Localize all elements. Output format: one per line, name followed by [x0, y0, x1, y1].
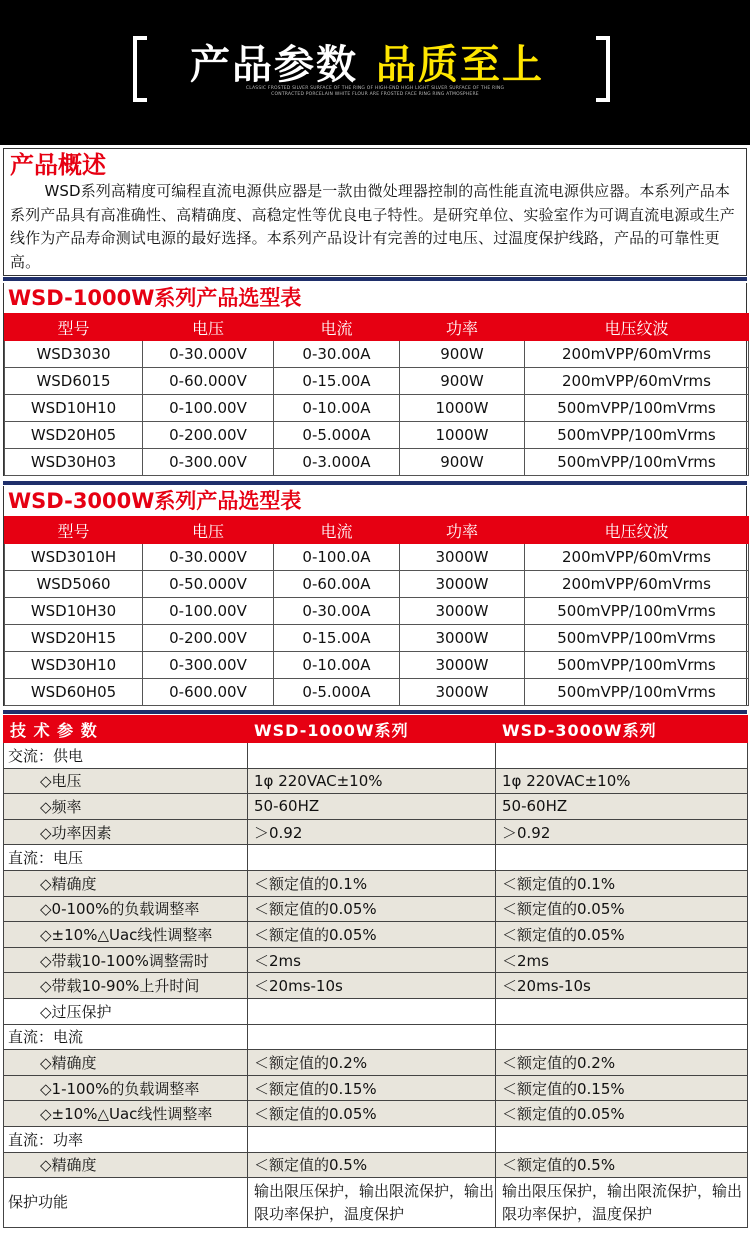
tech-value-1000w: ＜额定值的0.05%	[248, 922, 496, 948]
table-cell: WSD20H05	[5, 422, 143, 449]
tech-value-3000w: 输出限压保护，输出限流保护，输出限功率保护，温度保护	[496, 1178, 748, 1228]
tech-row	[4, 922, 748, 948]
table-row	[5, 341, 749, 368]
tech-value-1000w	[248, 1126, 496, 1152]
table-cell: 0-15.00A	[274, 368, 400, 395]
table-3000w	[4, 516, 749, 706]
table-cell: 200mVPP/60mVrms	[525, 341, 749, 368]
table-cell: 0-300.00V	[143, 449, 274, 476]
table-cell: WSD30H03	[5, 449, 143, 476]
table-cell: 500mVPP/100mVrms	[525, 422, 749, 449]
table-row	[5, 422, 749, 449]
tech-column-header: 技 术 参 数	[4, 716, 248, 743]
table-cell: 200mVPP/60mVrms	[525, 571, 749, 598]
table-cell: 3000W	[400, 652, 525, 679]
table-row	[5, 598, 749, 625]
table-3000w-title: WSD-3000W系列产品选型表	[8, 489, 302, 513]
tech-value-3000w: ＜额定值的0.5%	[496, 1152, 748, 1178]
table-cell: 0-3.000A	[274, 449, 400, 476]
banner-title-main: 产品参数	[190, 42, 358, 88]
table-row	[5, 395, 749, 422]
tech-value-3000w	[496, 1024, 748, 1050]
column-header: 电流	[274, 314, 400, 341]
column-header: 电压	[143, 314, 274, 341]
table-row	[5, 652, 749, 679]
table-cell: 0-100.00V	[143, 598, 274, 625]
tech-column-header: WSD-3000W系列	[496, 716, 748, 743]
tech-value-1000w: 50-60HZ	[248, 794, 496, 820]
tech-param-label: ◇功率因素	[4, 819, 248, 845]
tech-param-label: ◇电压	[4, 768, 248, 794]
tech-header-row	[4, 716, 748, 743]
tech-row	[4, 1178, 748, 1228]
column-header: 电流	[274, 517, 400, 544]
tech-value-1000w: ＜额定值的0.1%	[248, 870, 496, 896]
left-bracket-decoration	[133, 36, 147, 102]
table-cell: WSD20H15	[5, 625, 143, 652]
tech-value-1000w: 输出限压保护，输出限流保护，输出限功率保护，温度保护	[248, 1178, 496, 1228]
tech-row	[4, 998, 748, 1024]
divider-bar	[3, 277, 747, 281]
column-header: 功率	[400, 517, 525, 544]
table-cell: 900W	[400, 449, 525, 476]
tech-params-section	[3, 715, 747, 1228]
column-header: 电压	[143, 517, 274, 544]
table-cell: WSD30H10	[5, 652, 143, 679]
table-cell: 500mVPP/100mVrms	[525, 598, 749, 625]
tech-value-1000w	[248, 998, 496, 1024]
tech-param-label: 直流：电流	[4, 1024, 248, 1050]
tech-value-3000w: ＜额定值的0.1%	[496, 870, 748, 896]
table-header-row	[5, 517, 749, 544]
table-cell: 0-30.000V	[143, 544, 274, 571]
table-row	[5, 544, 749, 571]
tech-value-3000w	[496, 743, 748, 769]
tech-value-3000w: ＜额定值的0.05%	[496, 896, 748, 922]
table-cell: 3000W	[400, 598, 525, 625]
table-cell: 500mVPP/100mVrms	[525, 652, 749, 679]
header-banner	[0, 0, 750, 145]
table-cell: 500mVPP/100mVrms	[525, 625, 749, 652]
tech-value-1000w: ＜额定值的0.5%	[248, 1152, 496, 1178]
table-cell: 0-30.00A	[274, 598, 400, 625]
table-cell: 0-5.000A	[274, 679, 400, 706]
table-cell: 0-60.000V	[143, 368, 274, 395]
divider-bar	[3, 481, 747, 485]
tech-param-label: ◇精确度	[4, 1152, 248, 1178]
tech-row	[4, 819, 748, 845]
tech-value-1000w: ＞0.92	[248, 819, 496, 845]
tech-param-label: ◇精确度	[4, 1050, 248, 1076]
tech-row	[4, 896, 748, 922]
tech-value-1000w: ＜额定值的0.2%	[248, 1050, 496, 1076]
table-row	[5, 449, 749, 476]
table-cell: 0-60.00A	[274, 571, 400, 598]
table-cell: 3000W	[400, 625, 525, 652]
table-cell: 500mVPP/100mVrms	[525, 449, 749, 476]
tech-value-1000w: ＜额定值的0.05%	[248, 896, 496, 922]
tech-param-label: ◇±10%△Uac线性调整率	[4, 1101, 248, 1127]
tech-row	[4, 845, 748, 871]
column-header: 电压纹波	[525, 517, 749, 544]
table-cell: 0-30.00A	[274, 341, 400, 368]
table-cell: WSD60H05	[5, 679, 143, 706]
tech-row	[4, 768, 748, 794]
table-cell: 200mVPP/60mVrms	[525, 368, 749, 395]
tech-value-3000w	[496, 998, 748, 1024]
table-1000w-title: WSD-1000W系列产品选型表	[8, 286, 302, 310]
table-cell: WSD10H10	[5, 395, 143, 422]
table-row	[5, 679, 749, 706]
tech-row	[4, 1075, 748, 1101]
table-cell: 0-15.00A	[274, 625, 400, 652]
table-cell: 3000W	[400, 571, 525, 598]
tech-row	[4, 947, 748, 973]
tech-row	[4, 1126, 748, 1152]
table-cell: 200mVPP/60mVrms	[525, 544, 749, 571]
table-cell: WSD5060	[5, 571, 143, 598]
table-cell: 0-600.00V	[143, 679, 274, 706]
table-1000w	[4, 313, 749, 476]
tech-value-3000w: ＜2ms	[496, 947, 748, 973]
column-header: 型号	[5, 517, 143, 544]
tech-row	[4, 870, 748, 896]
tech-value-3000w: ＜额定值的0.2%	[496, 1050, 748, 1076]
overview-title: 产品概述	[10, 151, 106, 179]
tech-param-label: 直流：电压	[4, 845, 248, 871]
tech-param-label: ◇1-100%的负载调整率	[4, 1075, 248, 1101]
table-cell: WSD3010H	[5, 544, 143, 571]
tech-param-label: ◇±10%△Uac线性调整率	[4, 922, 248, 948]
banner-subtitle: CLASSIC FROSTED SILVER SURFACE OF THE RING OF HIGH-END HIGH LIGHT SILVER SURFACE OF THE RING CONTRACTED PORCELAIN WHITE FLOUR ARE FROSTED FACE RING RING ATMOSPHERE	[245, 86, 505, 97]
selection-table-1000w	[3, 283, 747, 476]
banner-title	[190, 40, 544, 90]
tech-param-label: ◇过压保护	[4, 998, 248, 1024]
table-cell: 3000W	[400, 679, 525, 706]
table-cell: 3000W	[400, 544, 525, 571]
tech-value-1000w	[248, 743, 496, 769]
overview-text: WSD系列高精度可编程直流电源供应器是一款由微处理器控制的高性能直流电源供应器。本系列产品本系列产品具有高准确性、高精确度、高稳定性等优良电子特性。是研究单位、实验室作为可调直流电源或生产线作为产品寿命测试电源的最好选择。本系列产品设计有完善的过电压、过温度保护线路，产品的可靠性更高。	[10, 182, 735, 271]
tech-row	[4, 1024, 748, 1050]
divider-bar	[3, 710, 747, 714]
tech-value-3000w: ＜额定值的0.05%	[496, 922, 748, 948]
tech-row	[4, 973, 748, 999]
tech-value-3000w: ＜20ms-10s	[496, 973, 748, 999]
overview-section	[3, 148, 747, 276]
column-header: 功率	[400, 314, 525, 341]
table-cell: 0-200.00V	[143, 422, 274, 449]
tech-row	[4, 1050, 748, 1076]
tech-row	[4, 1101, 748, 1127]
table-cell: 0-100.00V	[143, 395, 274, 422]
tech-row	[4, 743, 748, 769]
tech-value-1000w: ＜2ms	[248, 947, 496, 973]
tech-params-table	[3, 715, 748, 1228]
banner-title-highlight: 品质至上	[376, 42, 544, 88]
tech-value-3000w: ＜额定值的0.15%	[496, 1075, 748, 1101]
table-cell: 900W	[400, 368, 525, 395]
tech-value-1000w: ＜额定值的0.15%	[248, 1075, 496, 1101]
table-row	[5, 368, 749, 395]
tech-value-3000w	[496, 1126, 748, 1152]
table-cell: 0-10.00A	[274, 652, 400, 679]
tech-value-3000w: ＞0.92	[496, 819, 748, 845]
table-row	[5, 571, 749, 598]
table-cell: 500mVPP/100mVrms	[525, 395, 749, 422]
table-header-row	[5, 314, 749, 341]
tech-param-label: ◇频率	[4, 794, 248, 820]
table-cell: 0-5.000A	[274, 422, 400, 449]
table-cell: 500mVPP/100mVrms	[525, 679, 749, 706]
tech-value-3000w: 1φ 220VAC±10%	[496, 768, 748, 794]
tech-row	[4, 1152, 748, 1178]
tech-param-label: ◇带载10-100%调整需时	[4, 947, 248, 973]
tech-value-1000w: ＜额定值的0.05%	[248, 1101, 496, 1127]
table-cell: 0-50.000V	[143, 571, 274, 598]
table-cell: WSD3030	[5, 341, 143, 368]
table-cell: 0-10.00A	[274, 395, 400, 422]
table-cell: 0-200.00V	[143, 625, 274, 652]
table-cell: 0-100.0A	[274, 544, 400, 571]
column-header: 电压纹波	[525, 314, 749, 341]
tech-value-1000w: ＜20ms-10s	[248, 973, 496, 999]
tech-value-3000w: 50-60HZ	[496, 794, 748, 820]
table-cell: WSD6015	[5, 368, 143, 395]
right-bracket-decoration	[596, 36, 610, 102]
tech-param-label: 直流：功率	[4, 1126, 248, 1152]
tech-column-header: WSD-1000W系列	[248, 716, 496, 743]
table-cell: WSD10H30	[5, 598, 143, 625]
tech-value-1000w: 1φ 220VAC±10%	[248, 768, 496, 794]
table-cell: 900W	[400, 341, 525, 368]
tech-param-label: ◇0-100%的负载调整率	[4, 896, 248, 922]
selection-table-3000w	[3, 486, 747, 706]
table-cell: 1000W	[400, 422, 525, 449]
tech-value-1000w	[248, 1024, 496, 1050]
table-cell: 0-300.00V	[143, 652, 274, 679]
table-row	[5, 625, 749, 652]
tech-param-label: ◇带载10-90%上升时间	[4, 973, 248, 999]
tech-value-3000w	[496, 845, 748, 871]
tech-param-label: 保护功能	[4, 1178, 248, 1228]
table-cell: 1000W	[400, 395, 525, 422]
tech-value-3000w: ＜额定值的0.05%	[496, 1101, 748, 1127]
tech-value-1000w	[248, 845, 496, 871]
tech-param-label: 交流：供电	[4, 743, 248, 769]
tech-row	[4, 794, 748, 820]
table-cell: 0-30.000V	[143, 341, 274, 368]
column-header: 型号	[5, 314, 143, 341]
tech-param-label: ◇精确度	[4, 870, 248, 896]
